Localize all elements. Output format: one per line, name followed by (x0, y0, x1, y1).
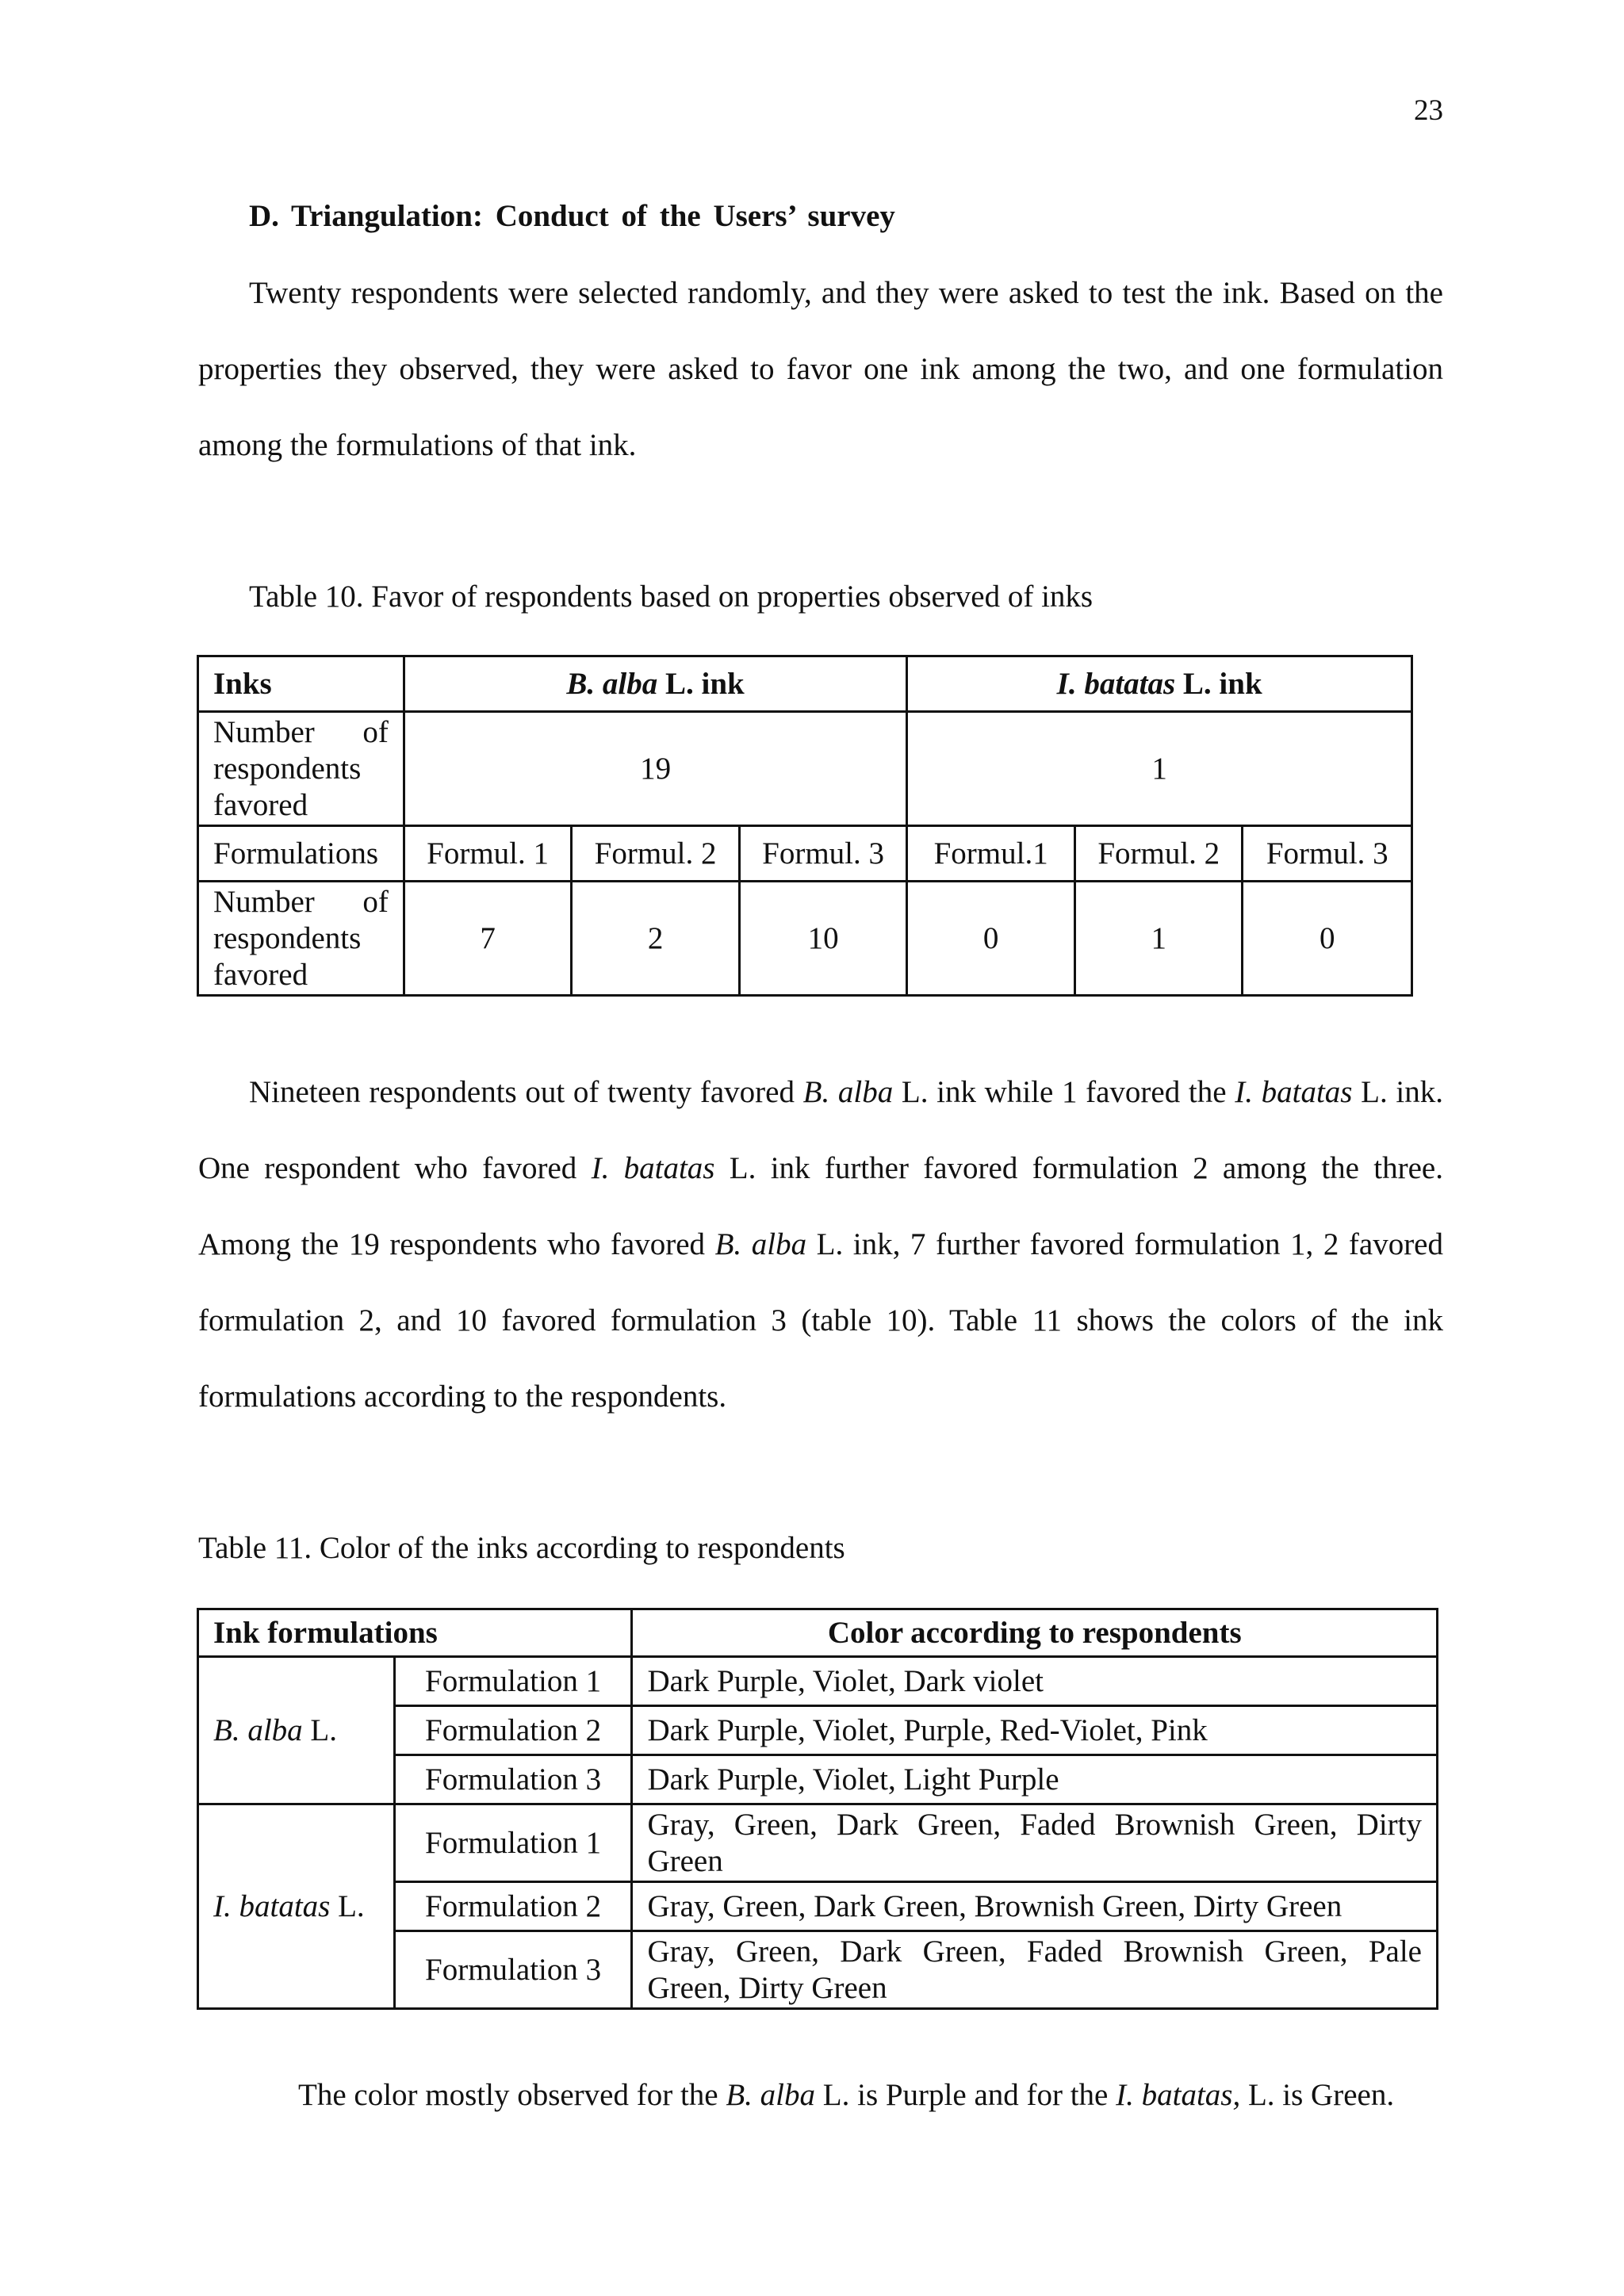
formulation-cell: Formulation 2 (394, 1706, 632, 1755)
count-cell: 0 (907, 882, 1075, 996)
text-run: L. ink while 1 favored the (893, 1075, 1235, 1109)
formulation-cell: Formul. 3 (1243, 826, 1412, 882)
b-alba-total: 19 (404, 712, 906, 826)
paragraph-survey-method (198, 255, 1443, 484)
species-name: B. alba (714, 1227, 807, 1261)
formulation-cell: Formulation 1 (394, 1804, 632, 1882)
table-11-row (198, 1657, 1438, 1706)
ink-formulations-header: Ink formulations (198, 1609, 632, 1657)
label-line: respondents (213, 751, 362, 786)
table-10-total-row (198, 712, 1412, 826)
label-line: favored (213, 957, 308, 992)
text-run: L. ink further favored formulation 2 among the three. Among the 19 respondents who favored (198, 1151, 1443, 1261)
b-alba-group-label (198, 1657, 395, 1804)
color-cell (632, 1931, 1438, 2009)
color-line: Gray, Green, Dark Green, Faded Brownish Green, Pale (647, 1934, 1422, 1969)
formulation-cell: Formul. 1 (404, 826, 571, 882)
label-line: Number of (213, 884, 389, 919)
formulation-cell: Formul. 2 (1075, 826, 1243, 882)
species-name: I. batatas (1056, 666, 1176, 701)
label-line: Number of (213, 714, 389, 749)
count-cell: 1 (1075, 882, 1243, 996)
species-name: I. batatas (213, 1888, 331, 1923)
formulation-cell: Formulation 2 (394, 1882, 632, 1931)
formulation-cell: Formulation 1 (394, 1657, 632, 1706)
closing-sentence (298, 2077, 1445, 2113)
table-10-caption: Table 10. Favor of respondents based on properties observed of inks (249, 580, 1094, 614)
ink-i-batatas-header (907, 656, 1412, 712)
species-name: I. batatas (1235, 1075, 1353, 1109)
count-cell: 0 (1243, 882, 1412, 996)
ink-b-alba-header (404, 656, 906, 712)
color-cell: Dark Purple, Violet, Dark violet (632, 1657, 1438, 1706)
formulation-cell: Formulation 3 (394, 1931, 632, 2009)
color-header: Color according to respondents (632, 1609, 1438, 1657)
table-10-header-row (198, 656, 1412, 712)
table-10 (197, 655, 1413, 997)
species-suffix: L. (302, 1712, 337, 1747)
table-11 (197, 1608, 1438, 2010)
header-suffix: L. ink (1175, 666, 1262, 701)
table-11-row (198, 1804, 1438, 1882)
count-cell: 7 (404, 882, 571, 996)
color-cell: Gray, Green, Dark Green, Brownish Green, Dirty Green (632, 1882, 1438, 1931)
text-run: The color mostly observed for the (298, 2078, 726, 2112)
number-respondents-label (198, 712, 404, 826)
color-line: Green, Dirty Green (647, 1970, 887, 2005)
species-name: B. alba (802, 1075, 894, 1109)
formulation-cell: Formul. 2 (572, 826, 739, 882)
inks-header-cell: Inks (198, 656, 404, 712)
text-run: L. ink. One respondent who favored (198, 1075, 1443, 1185)
formulation-cell: Formulation 3 (394, 1755, 632, 1804)
i-batatas-total: 1 (907, 712, 1412, 826)
species-name: B. alba (213, 1712, 303, 1747)
paragraph-results (198, 1054, 1443, 1435)
species-name: I. batatas (591, 1151, 715, 1185)
color-line: Gray, Green, Dark Green, Faded Brownish Green, Dirty (647, 1807, 1422, 1842)
page-number: 23 (1414, 94, 1443, 127)
color-cell: Dark Purple, Violet, Purple, Red-Violet, Pink (632, 1706, 1438, 1755)
text-run: L. is Purple and for the (815, 2078, 1116, 2112)
text-run: Nineteen respondents out of twenty favored (249, 1075, 803, 1109)
color-line: Green (647, 1843, 723, 1878)
species-name: B. alba (726, 2078, 816, 2112)
table-11-header-row (198, 1609, 1438, 1657)
text-run: L. is Green. (1240, 2078, 1395, 2112)
species-suffix: L. (330, 1888, 365, 1923)
formulations-label: Formulations (198, 826, 404, 882)
text-run: L. ink, 7 further favored formulation 1, 2 favored formulation 2, and 10 favored formulation 3 (table 10). Table 11 shows the colors of the ink formulations according to the respondents. (198, 1227, 1443, 1414)
formulation-cell: Formul.1 (907, 826, 1075, 882)
label-line: respondents (213, 920, 362, 955)
table-10-counts-row (198, 882, 1412, 996)
formulation-cell: Formul. 3 (739, 826, 906, 882)
table-11-caption: Table 11. Color of the inks according to respondents (198, 1531, 845, 1565)
species-name: I. batatas, (1116, 2078, 1241, 2112)
section-heading: D. Triangulation: Conduct of the Users’ survey (249, 199, 895, 233)
count-cell: 2 (572, 882, 739, 996)
count-cell: 10 (739, 882, 906, 996)
label-line: favored (213, 787, 308, 822)
color-cell (632, 1804, 1438, 1882)
color-cell: Dark Purple, Violet, Light Purple (632, 1755, 1438, 1804)
paragraph-text: Twenty respondents were selected randomly, and they were asked to test the ink. Based on the properties they observed, they were asked to favor one ink among the two, and one formulation among the formulations of that ink. (198, 276, 1443, 462)
table-10-formulations-row (198, 826, 1412, 882)
species-name: B. alba (566, 666, 658, 701)
number-respondents-label (198, 882, 404, 996)
i-batatas-group-label (198, 1804, 395, 2009)
header-suffix: L. ink (657, 666, 745, 701)
